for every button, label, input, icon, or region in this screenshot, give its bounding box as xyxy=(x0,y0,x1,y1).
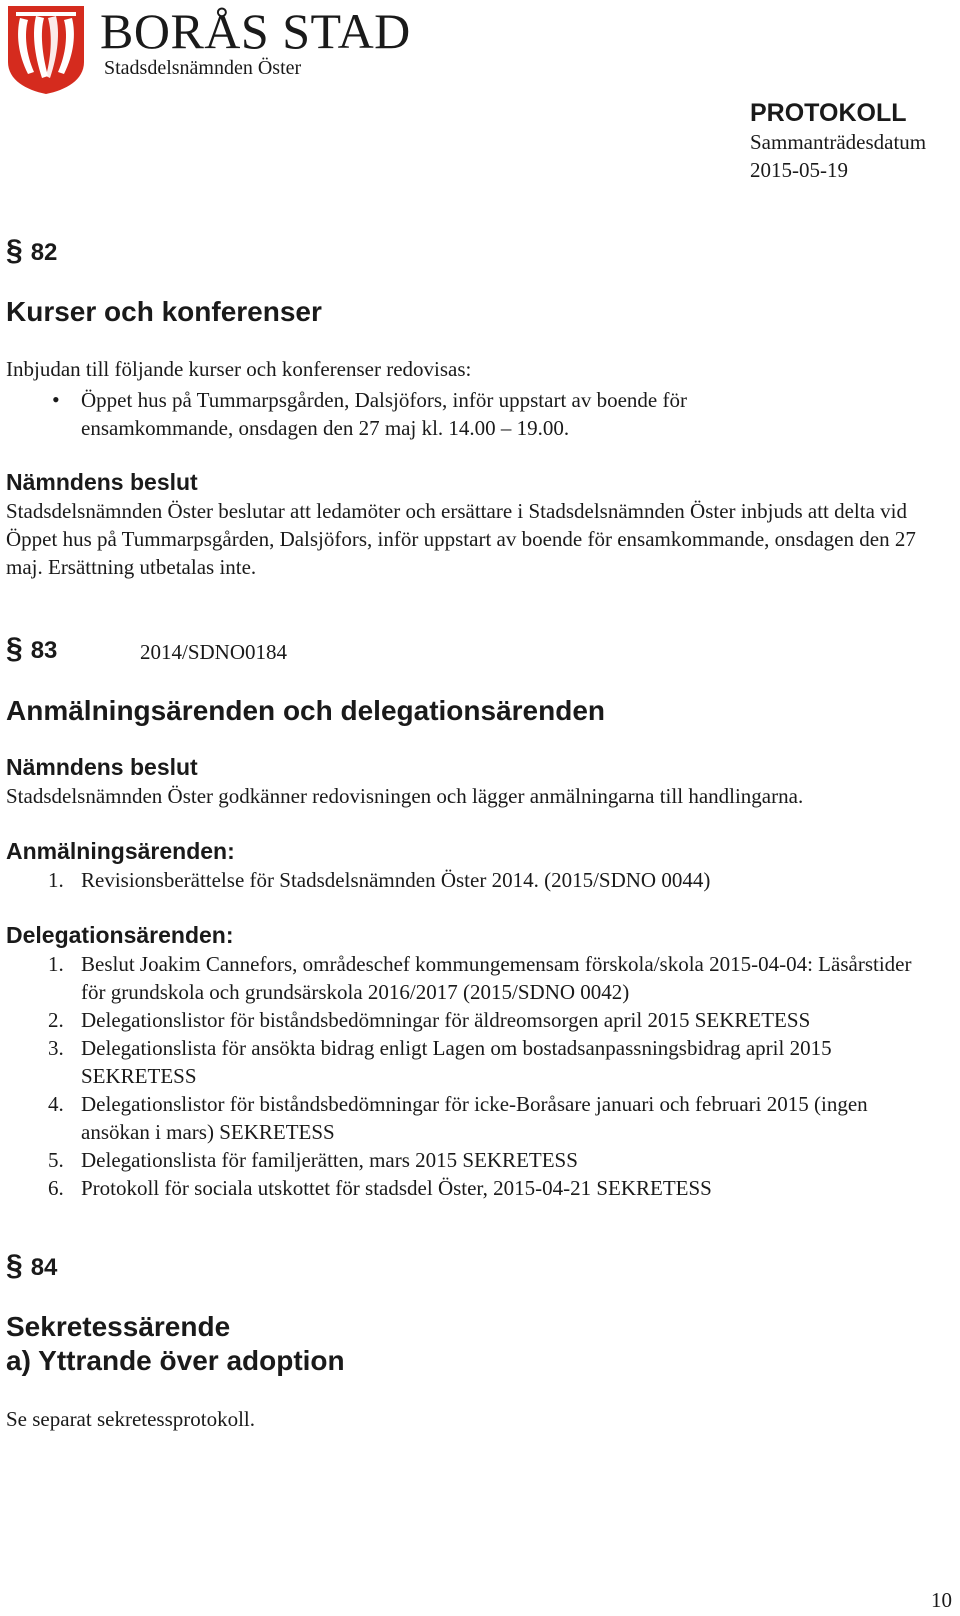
paragraph-83-heading xyxy=(6,634,57,666)
paragraph-83-title: Anmälningsärenden och delegationsärenden xyxy=(6,695,606,726)
paragraph-number: 83 xyxy=(30,637,58,664)
brand-subtitle: Stadsdelsnämnden Öster xyxy=(104,57,302,79)
page-number: 10 xyxy=(931,1588,952,1612)
paragraph-83-decision-text: Stadsdelsnämnden Öster godkänner redovisningen och lägger anmälningarna till handlingarna. xyxy=(6,784,804,808)
document-type: PROTOKOLL xyxy=(750,99,907,127)
list-item: 3. Delegationslista för ansökta bidrag enligt Lagen om bostadsanpassningsbidrag april 2015 SEKRETESS xyxy=(48,1036,832,1088)
paragraph-sign: § xyxy=(6,234,23,267)
paragraph-82-decision-text: Stadsdelsnämnden Öster beslutar att ledamöter och ersättare i Stadsdelsnämnden Öster inbjuds att delta vid Öppet hus på Tummarpsgården, Dalsjöfors, inför uppstart av boende för ensamkommande, onsdagen den 27 maj. Ersättning utbetalas inte. xyxy=(6,499,916,579)
paragraph-82-decision-heading: Nämndens beslut xyxy=(6,469,198,495)
paragraph-sign: § xyxy=(6,1249,23,1282)
notifications-list xyxy=(6,866,906,894)
paragraph-number: 84 xyxy=(30,1254,58,1281)
paragraph-84-heading xyxy=(6,1251,57,1283)
brand-name: BORÅS STAD xyxy=(100,3,411,59)
boras-stad-logo xyxy=(6,4,86,96)
paragraph-82-intro: Inbjudan till följande kurser och konferenser redovisas: xyxy=(6,357,472,381)
paragraph-sign: § xyxy=(6,632,23,665)
delegations-heading: Delegationsärenden: xyxy=(6,922,234,948)
paragraph-82-title: Kurser och konferenser xyxy=(6,296,322,327)
notifications-heading: Anmälningsärenden: xyxy=(6,838,235,864)
paragraph-84-title: Sekretessärende xyxy=(6,1311,231,1342)
meeting-date: 2015-05-19 xyxy=(750,158,848,182)
list-item: 2. Delegationslistor för biståndsbedömningar för äldreomsorgen april 2015 SEKRETESS xyxy=(48,1008,811,1032)
list-item: • Öppet hus på Tummarpsgården, Dalsjöfors, inför uppstart av boende för ensamkommande, onsdagen den 27 maj kl. 14.00 – 19.00. xyxy=(6,386,766,442)
paragraph-83-decision-heading: Nämndens beslut xyxy=(6,754,198,780)
list-item: 1. Beslut Joakim Cannefors, områdeschef kommungemensam förskola/skola 2015-04-04: Läsårstider för grundskola och grundsärskola 2016/2017 (2015/SDNO 0042) xyxy=(48,952,912,1004)
paragraph-82-bullet-list xyxy=(6,386,766,442)
coat-of-arms-icon xyxy=(6,4,86,96)
list-item: 6. Protokoll för sociala utskottet för stadsdel Öster, 2015-04-21 SEKRETESS xyxy=(48,1176,712,1200)
paragraph-84-text: Se separat sekretessprotokoll. xyxy=(6,1407,256,1431)
delegations-list xyxy=(6,950,926,1202)
paragraph-number: 82 xyxy=(30,239,58,266)
list-item: 1. Revisionsberättelse för Stadsdelsnämnden Öster 2014. (2015/SDNO 0044) xyxy=(48,868,711,892)
paragraph-84-subtitle: a) Yttrande över adoption xyxy=(6,1345,345,1376)
meeting-date-label: Sammanträdesdatum xyxy=(750,130,927,154)
case-number: 2014/SDNO0184 xyxy=(140,640,288,664)
list-item: 5. Delegationslista för familjerätten, mars 2015 SEKRETESS xyxy=(48,1148,578,1172)
list-item: 4. Delegationslistor för biståndsbedömningar för icke-Boråsare januari och februari 2015 (ingen ansökan i mars) SEKRETESS xyxy=(48,1092,868,1144)
paragraph-82-heading xyxy=(6,236,57,268)
